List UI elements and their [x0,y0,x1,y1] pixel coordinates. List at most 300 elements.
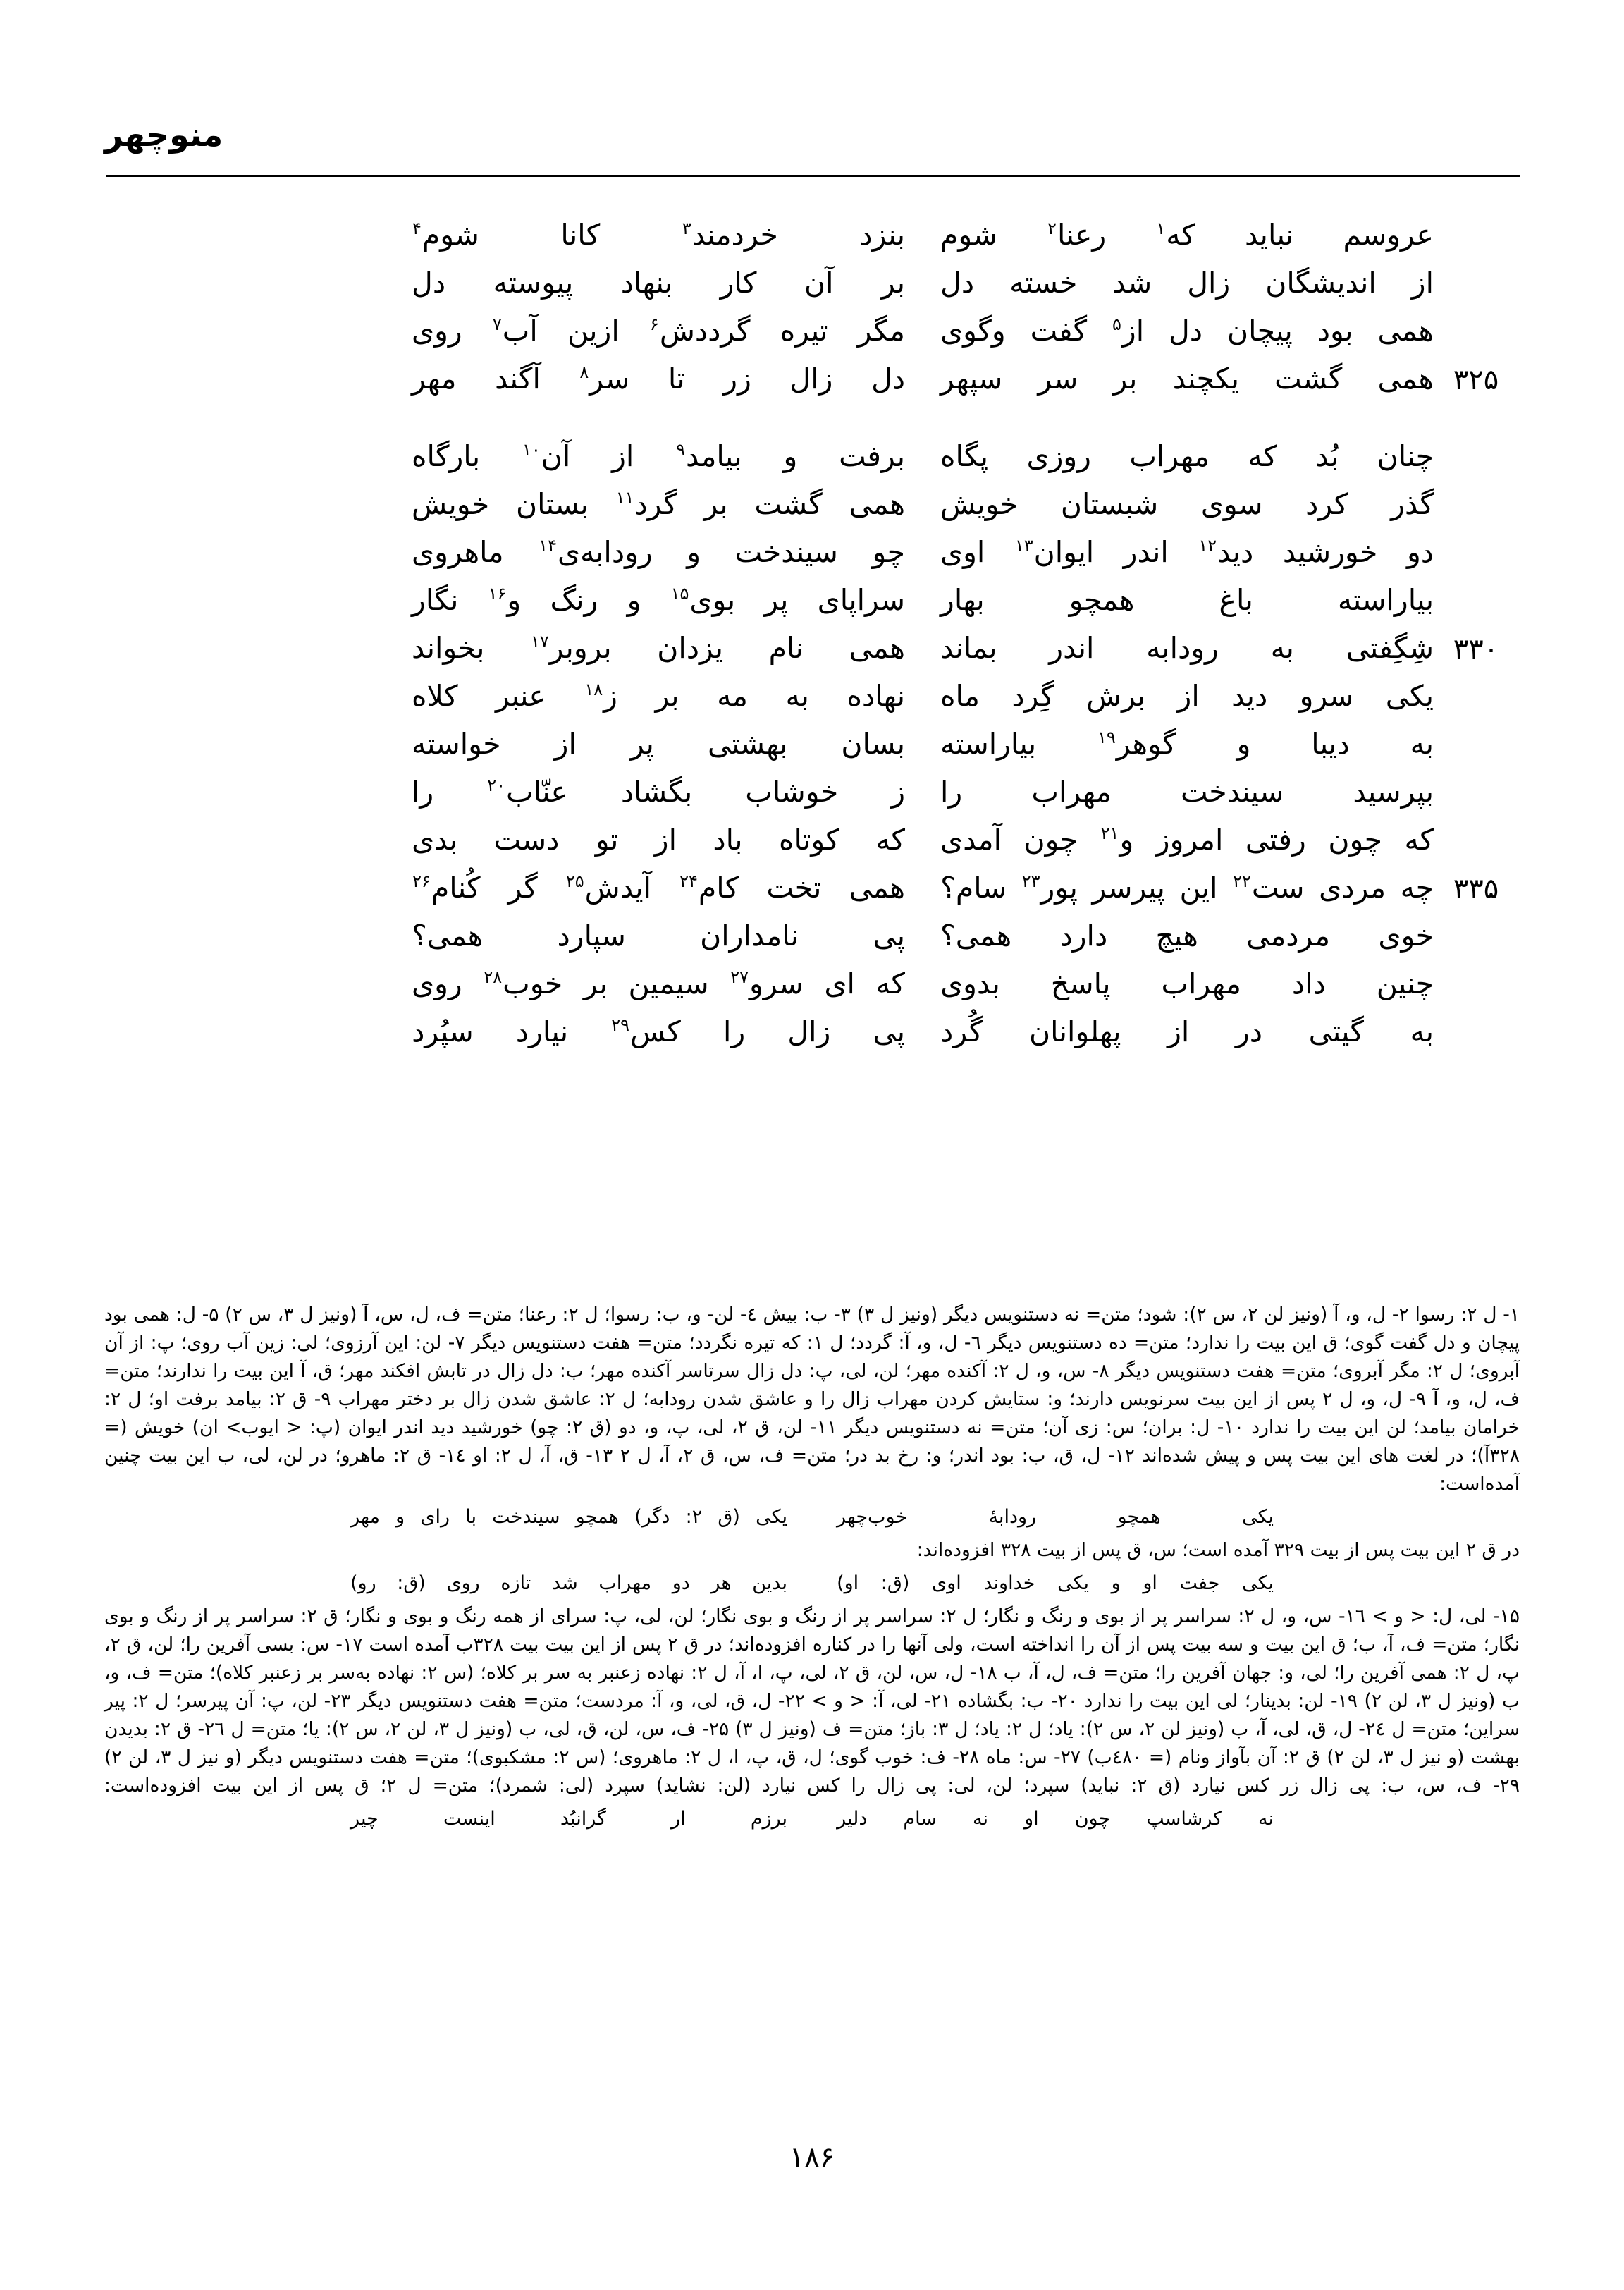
verse-line [106,912,1518,960]
verse-word: ای [824,967,855,1000]
verse-word: یزدان [657,631,724,665]
verse-word: سیندخت [734,535,838,569]
verse-word: را [940,775,963,809]
apparatus-verse-word: دگر) [634,1506,670,1528]
verse-word: پیچان [1226,314,1293,348]
verse-word: آیدش$^{۲۵}$ [565,871,652,905]
apparatus-quoted-verse [104,1804,1520,1834]
verse-word: و$^{۱۶}$ [488,583,522,617]
apparatus-verse-word: (ق [718,1506,740,1528]
verse-word: سام؟ [940,871,1007,905]
verse-number [1434,769,1518,771]
footnote-marker: ۳ [682,219,691,239]
apparatus-verse-word: نه [1258,1808,1274,1830]
verse-word: خردمند$^۳$ [682,218,778,252]
verse-line [106,816,1518,864]
verse-word: اندیشگان [1265,266,1377,300]
verse-word: هیچ [1155,919,1198,953]
verse-word: بگشاد [620,775,693,809]
verse-word: و [627,583,641,617]
verse-number [1434,433,1518,436]
footnote-marker: ۲۸ [484,967,503,988]
apparatus-verse-word: خداوند [983,1572,1035,1594]
footnote-marker: ۱۱ [615,488,634,508]
verse-word: دید [1231,679,1268,713]
verse-line [106,673,1518,721]
footnote-marker: ۴ [412,219,422,239]
verse-word: همی؟ [412,919,484,953]
apparatus-verse-word: یکی [1242,1506,1274,1528]
footnote-marker: ۱۲ [1198,536,1217,556]
footnote-marker: ۲۳ [1021,871,1040,892]
apparatus-verse-word: مهر [350,1506,380,1528]
hemistich-first [940,577,1434,622]
verse-line [106,481,1518,529]
hemistich-first [940,816,1434,862]
verse-line [106,1008,1518,1056]
apparatus-verse-word: یکی [756,1506,787,1528]
verse-word: نیارد [515,1015,569,1048]
hemistich-second [412,212,905,257]
apparatus-verse-word: او) [837,1572,859,1594]
verse-word: ست$^{۲۲}$ [1233,871,1305,905]
verse-word: به [785,679,809,713]
verse-word: دل [940,266,975,300]
verse-word: بهار [940,583,985,617]
verse-word: وگوی [940,314,1006,348]
verse-number [1434,816,1518,819]
verse-word: بیامد$^۹$ [676,439,742,473]
verse-word: همی [849,631,905,665]
verse-word: عروسم [1343,218,1434,252]
verse-word: ماه [940,679,980,713]
verse-line [106,625,1518,673]
verse-word: دو [1406,535,1434,569]
verse-word: کس$^{۲۹}$ [611,1015,681,1048]
apparatus-verse-word: شد [551,1572,578,1594]
verse-word: و [1236,727,1251,761]
verse-word: سرو$^{۲۷}$ [730,967,804,1000]
verse-word: چنین [1376,967,1434,1000]
verse-word: سر$^۸$ [579,362,630,396]
apparatus-verse-word: برزم [750,1808,787,1830]
verse-word: پگاه [940,439,989,473]
verse-word: رفتی [1245,823,1306,857]
verse-word: مگر [857,314,905,348]
verse-word: پور$^{۲۳}$ [1021,871,1078,905]
verse-word: شوم [940,218,997,252]
verse-word: پاسخ [1050,967,1111,1000]
verse-number [1434,960,1518,963]
verse-word: دست [493,823,560,857]
verse-line [106,259,1518,307]
apparatus-verse-word: تازه [500,1572,531,1594]
verse-word: پیرسر [1092,871,1165,905]
verse-word: ماهروی [412,535,504,569]
verse-line [106,529,1518,577]
apparatus-verse-word: روی [446,1572,480,1594]
verse-word: پیوسته [493,266,574,300]
apparatus-verse-word: مهراب [598,1572,652,1594]
footnote-marker: ۱۴ [539,536,557,556]
verse-word: مردی [1319,871,1386,905]
verse-word: دید$^{۱۲}$ [1198,535,1254,569]
verse-word: چو [872,535,905,569]
verse-word: بر [703,487,728,521]
header-rule [106,175,1520,177]
verse-word: ایوان$^{۱۳}$ [1014,535,1095,569]
verse-number [1434,259,1518,262]
apparatus-verse-word: یکی [1057,1572,1090,1594]
apparatus-verse-word: چون [1074,1808,1111,1830]
running-head [104,118,1520,168]
hemistich-second [412,481,905,526]
verse-word: سراپای [817,583,905,617]
verse-word: ازین [567,314,620,348]
verse-word: همی [849,487,905,521]
verse-word: دارد [1059,919,1108,953]
apparatus-verse-word: او [1143,1572,1157,1594]
footnote-marker: ۲۹ [611,1015,630,1036]
verse-word: پر [764,583,789,617]
footnote-marker: ۲۱ [1100,823,1119,844]
verse-word: مهراب [1031,775,1112,809]
verse-word: ز [891,775,905,809]
verse-word: به [1270,631,1294,665]
verse-word: از [1177,679,1200,713]
verse-word: سوی [1200,487,1263,521]
hemistich-first [940,259,1434,305]
verse-word: بوی$^{۱۵}$ [670,583,736,617]
verse-word: از [654,823,677,857]
apparatus-verse-word: و [1111,1572,1121,1594]
apparatus-hemistich-first [837,1804,1274,1834]
verse-word: کرد [1305,487,1348,521]
verse-word: رنگ [550,583,598,617]
verse-word: پر [629,727,654,761]
verse-line [106,960,1518,1008]
apparatus-verse-word: همچو [1117,1506,1161,1528]
apparatus-verse-word: بدین [752,1572,787,1594]
hemistich-first [940,307,1434,353]
footnote-marker: ۱۷ [531,632,549,652]
verse-word: شبستان [1060,487,1159,521]
verse-word: بود [1317,314,1353,348]
footnote-marker: ۲۷ [730,967,749,988]
verse-word: خوب$^{۲۸}$ [484,967,563,1000]
hemistich-second [412,577,905,622]
apparatus-hemistich-second [350,1502,787,1532]
apparatus-verse-word: چیر [350,1808,379,1830]
hemistich-second [412,529,905,574]
verse-word: گر [508,871,538,905]
verse-word: چنان [1377,439,1434,473]
verse-line [106,355,1518,403]
footnote-marker: ۲۶ [412,871,431,892]
verse-word: خوی [1378,919,1434,953]
verse-word: بپرسید [1353,775,1434,809]
verse-word: چه [1400,871,1434,905]
critical-apparatus [104,1301,1520,1838]
verse-word: گوهر$^{۱۹}$ [1097,727,1176,761]
verse-word: بسان [841,727,905,761]
hemistich-first [940,721,1434,766]
apparatus-paragraph: در ق ۲ این بیت پس از بیت ۳۲۹ آمده است؛ س، ق پس از بیت ۳۲۸ افزوده‌اند: [916,1539,1520,1561]
hemistich-second [412,1008,905,1053]
verse-word: گِرد [1011,679,1054,713]
apparatus-verse-word: رای [420,1506,450,1528]
verse-word: گرددش$^۶$ [649,314,751,348]
verse-word: بماند [940,631,997,665]
verse-word: که [875,823,905,857]
hemistich-first [940,433,1434,478]
verse-word: کلاه [412,679,458,713]
hemistich-first [940,912,1434,957]
verse-word: کام$^{۲۴}$ [679,871,739,905]
apparatus-quoted-verse [104,1502,1520,1532]
verse-number [1434,529,1518,532]
verse-word: خوشاب [745,775,839,809]
verse-word: و [687,535,701,569]
verse-word: بر [880,266,905,300]
verse-number: ۳۲۵ [1453,364,1499,396]
verse-line [106,864,1518,912]
verse-word: بارگاه [412,439,481,473]
verse-word: که [1248,439,1277,473]
apparatus-verse-word: گرانبُد [560,1808,606,1830]
verse-word: از$^۵$ [1112,314,1145,348]
apparatus-verse-word: ار [671,1808,686,1830]
verse-word: یکی [1385,679,1434,713]
verse-word: بهشتی [707,727,788,761]
verse-word: سیندخت [1180,775,1284,809]
verse-word: آگند [495,362,541,396]
apparatus-verse-word: جفت [1179,1572,1220,1594]
verse-word: باغ [1219,583,1253,617]
hemistich-first [940,212,1434,257]
apparatus-verse-word: رودابهٔ [988,1506,1037,1528]
verse-line [106,721,1518,769]
verse-word: شِگِفتی [1346,631,1434,665]
verse-word: سپُرد [412,1015,474,1048]
apparatus-verse-word: سیندخت [492,1506,560,1528]
apparatus-hemistich-second [350,1569,787,1598]
verse-word: کانا [560,218,601,252]
verse-word: بُد [1315,439,1339,473]
footnote-marker: ۵ [1112,314,1121,335]
hemistich-second [412,769,905,814]
hemistich-second [412,307,905,353]
verse-word: پی [873,919,905,953]
verse-word: کار [720,266,757,300]
hemistich-first [940,1008,1434,1053]
apparatus-paragraph: ۱- ل ۲: رسوا ۲- ل، و، آ (ونیز لن ۲، س ۲): شود؛ متن= نه دستنویس دیگر (ونیز ل ۳) ۳- ب: بیش ٤- لن- و، ب: رسوا؛ ل ۲: رعنا؛ متن= ف، ل، س، آ (ونیز ل ۳، س ۲) ۵- ل: همی بود پیچان و دل گفت گوی؛ ق این بیت را ندارد؛ متن= ده دستنویس دیگر ٦- ل، و، آ: گردد؛ ل ۱: که تیره نگردد؛ متن= هفت دستنویس دیگر ۷- لن: این آرزوی؛ لی: زین آب روی؛ پ: از آن آبروی؛ ل ۲: مگر آبروی؛ متن= هفت دستنویس دیگر ۸- س، و، ل ۲: آکنده مهر؛ لن، لی، پ: دل زال سرتاسر آکنده مهر؛ ب: دل زال در تابش افکند مهر؛ ق، آ این بیت را ندارند؛ متن= ف، ل، و، آ ۹- ل، و، ل ۲ پس از این بیت سرنویس دارند؛ و: ستایش کردن مهراب زال را و عاشق شدن رودابه؛ ل ۲: عاشق شدن زال بر دختر مهراب ۹- ق ۲: بیامد برفت او؛ ل ۲: خرامان بیامد؛ لن این بیت را ندارد ۱۰- ل: بران؛ س: زی آن؛ متن= نه دستنویس دیگر ۱۱- لن، ق ۲، لی، پ، و، دو (ق ۲: چو) خورشید دید اندر ایوان (پ: < ایوب> ان) خویش (= ۳۲۸آ)؛ در لغت های این بیت پس و پیش شده‌اند ۱۲- ل، ق، ب: بود اندر؛ و: رخ بد در؛ متن= ف، س، ق ۲، آ، ل ۲ ۱۳- ق، آ، ل ۲: او ۱٤- ق ۲: ماهرو؛ در لن، لی، ب این بیت چنین آمده‌است: [104,1304,1520,1495]
verse-word: اندر [1123,535,1169,569]
verse-word: بدی [412,823,458,857]
verse-word: از [1411,266,1434,300]
verse-word: از [554,727,577,761]
apparatus-paragraph: ۱۵- لی، ل: < و > ۱٦- س، و، ل ۲: سراسر پر از بوی و رنگ و نگار؛ ل ۲: سراسر پر از رنگ و بوی نگار؛ لن، لی، پ: سرای از همه رنگ و بوی و نگار؛ ق ۲: سراسر پر از رنگ و بوی نگار؛ متن= ف، آ، ب؛ ق این بیت و سه بیت پس از آن را انداخته است، ولی آنها را در کناره افزوده‌اند؛ در ق ۲ پس از این بیت بیت ۳۲۸ب آمده است ۱۷- س: بسی آفرین را؛ لن، ق ۲، پ، ل ۲: همی آفرین را؛ لی، و: جهان آفرین را؛ متن= ف، ل، آ، ب ۱۸- ل، س، لن، ق ۲، لی، پ، ا، آ، ل ۲: نهاده زعنبر به سر بر کلاه؛ (س ۲: نهاده بەسر بر زعنبر کلاه)؛ متن= ف، و، ب (ونیز ل ۳، لن ۲) ۱۹- لن: بدینار؛ لی این بیت را ندارد ۲۰- ب: بگشاده ۲۱- لی، آ: < و > ۲۲- ل، ق، لی، و، آ: مردست؛ متن= هفت دستنویس دیگر ۲۳- لن، پ: آن پیرسر؛ ل ۲: پیر سراین؛ متن= ل ۲٤- ل، ق، لی، آ، ب (ونیز لن ۲، س ۲): یاد؛ ل ۲: یاد؛ ل ۳: باز؛ متن= ف (ونیز ل ۳) ۲۵- ف، س، لن، ق، لی، ب (ونیز ل ۳، لن ۲، س ۲): یا؛ متن= ل ۲٦- ق ۲: بدیدن بهشت (و نیز ل ۳، لن ۲) ق ۲: آن بآواز ونام (= ٤۸۰ب) ۲۷- س: ماه ۲۸- ف: خوب گوی؛ ل، ق، پ، ا، ل ۲: ماهروی؛ (س ۲: مشکبوی)؛ متن= هفت دستنویس دیگر (و نیز ل ۳، لن ۲) ۲۹- ف، س، ب: پی زال زر کس نیارد (ق ۲: نباید) سپرد؛ لن، لی: پی زال را کس نیارد (لن: نشاید) سپرد (لی: شمرد)؛ متن= ل ۲؛ ق پس از این بیت افزوده‌است: [104,1605,1520,1796]
apparatus-verse-word: هر [710,1572,732,1594]
verse-word: خویش [940,487,1019,521]
verse-number: ۳۳۵ [1453,873,1499,905]
verse-number [1434,577,1518,580]
hemistich-second [412,673,905,718]
verse-word: شد [1112,266,1152,300]
apparatus-verse-word: با [465,1506,476,1528]
verse-word: باد [713,823,743,857]
hemistich-second [412,355,905,400]
apparatus-verse-word: (ق: [397,1572,426,1594]
verse-word: عنبر [496,679,546,713]
hemistich-first [940,864,1434,910]
hemistich-first [940,529,1434,574]
apparatus-hemistich-first [837,1569,1274,1598]
verse-word: همچو [1069,583,1135,617]
verse-word: بیاراسته [940,727,1037,761]
verse-word: چون [1023,823,1078,857]
verse-word: بر [583,967,608,1000]
apparatus-verse-word: او [1024,1808,1039,1830]
verse-word: رودابه [1146,631,1219,665]
hemistich-second [412,816,905,862]
verse-word: بنهاد [620,266,673,300]
verse-word: نهاده [847,679,905,713]
verse-word: کوتاه [778,823,840,857]
hemistich-first [940,673,1434,718]
apparatus-verse-word: یکی [1242,1572,1274,1594]
verse-word: سپارد [557,919,626,953]
hemistich-second [412,864,905,910]
hemistich-second [412,433,905,478]
verse-word: تیره [780,314,828,348]
apparatus-verse-word: (ق: [880,1572,910,1594]
verse-word: بخواند [412,631,485,665]
verse-word: تو [595,823,619,857]
apparatus-verse-word: خوب‌چهر [837,1506,908,1528]
verse-word: به [1410,727,1434,761]
verse-number: ۳۳۰ [1453,633,1499,666]
verse-word: همی [1377,362,1434,396]
verse-word: همی؟ [940,919,1012,953]
verse-word: این [1179,871,1218,905]
hemistich-second [412,912,905,957]
verse-word: چون [1328,823,1382,857]
verse-word: اندر [1049,631,1095,665]
verse-word: مهر [412,362,457,396]
verse-word: از [612,439,634,473]
footnote-marker: ۱ [1156,219,1166,239]
verse-word: تا [668,362,685,396]
verse-word: در [1235,1015,1262,1048]
hemistich-second [412,960,905,1005]
verse-word: عنّاب$^{۲۰}$ [487,775,568,809]
verse-number [1434,721,1518,723]
apparatus-hemistich-first [837,1502,1274,1532]
verse-word: زر [723,362,751,396]
footnote-marker: ۱۶ [488,584,507,604]
verse-word: و$^{۲۱}$ [1100,823,1134,857]
verse-word: که [1404,823,1434,857]
verse-word: یکچند [1172,362,1239,396]
verse-word: اوی [940,535,985,569]
apparatus-verse-word: سام [903,1808,937,1830]
verse-word: را [722,1015,746,1048]
verse-number [1434,481,1518,484]
verse-word: از [1167,1015,1190,1048]
footnote-marker: ۲۲ [1233,871,1251,892]
hemistich-first [940,481,1434,526]
verse-word: دل [1169,314,1203,348]
verse-word: گفت [1030,314,1088,348]
verse-word: زال [787,1015,831,1048]
verse-word: تخت [766,871,822,905]
verse-word: که$^۱$ [1156,218,1195,252]
verse-word: مه [717,679,749,713]
verse-word: پی [873,1015,905,1048]
verse-line [106,307,1518,355]
footnote-marker: ۱۸ [584,680,603,700]
verse-word: آب$^۷$ [492,314,538,348]
verse-word: روی [412,314,462,348]
verse-number [1434,673,1518,675]
footnote-marker: ۱۹ [1097,728,1116,748]
verse-word: نگار [412,583,459,617]
hemistich-first [940,355,1434,400]
apparatus-verse-word: کرشاسپ [1146,1808,1222,1830]
apparatus-verse-word: رو) [350,1572,376,1594]
verse-word: رعنا$^۲$ [1047,218,1107,252]
footnote-marker: ۱۵ [670,584,689,604]
verse-word: مهراب [1129,439,1210,473]
verse-word: سپهر [940,362,1003,396]
verse-word: همی [1377,314,1434,348]
verse-word: دل [871,362,905,396]
apparatus-quoted-verse [104,1569,1520,1598]
verse-word: بنزد [859,218,905,252]
page-number: ۱۸۶ [789,2141,835,2174]
hemistich-first [940,769,1434,814]
verse-word: بستان [516,487,589,521]
verse-line [106,577,1518,625]
stanza [106,433,1518,1056]
verse-word: آمدی [940,823,1002,857]
verse-word: گیتی [1308,1015,1364,1048]
apparatus-hemistich-second [350,1804,787,1834]
verse-word: گذر [1391,487,1434,521]
verse-word: نباید [1245,218,1294,252]
apparatus-verse-word: همچو [575,1506,619,1528]
verse-word: سرو [1299,679,1354,713]
verse-word: بدوی [940,967,1000,1000]
footnote-marker: ۲۴ [679,871,698,892]
apparatus-verse-word: نه [973,1808,989,1830]
verse-word: پهلوانان [1029,1015,1121,1048]
verse-word: سر [1038,362,1078,396]
verse-word: برفت [839,439,905,473]
verse-word: کُنام$^{۲۶}$ [412,871,481,905]
footnote-marker: ۸ [579,362,589,383]
verse-word: برش [1086,679,1146,713]
verse-word: مهراب [1161,967,1241,1000]
verse-word: آن [804,266,834,300]
verse-word: را [412,775,434,809]
verse-word: رودابه‌ی$^{۱۴}$ [539,535,653,569]
verse-number [1434,1008,1518,1011]
verse-line [106,769,1518,816]
verse-word: خورشید [1282,535,1378,569]
apparatus-verse-word: ۲: [685,1506,703,1528]
